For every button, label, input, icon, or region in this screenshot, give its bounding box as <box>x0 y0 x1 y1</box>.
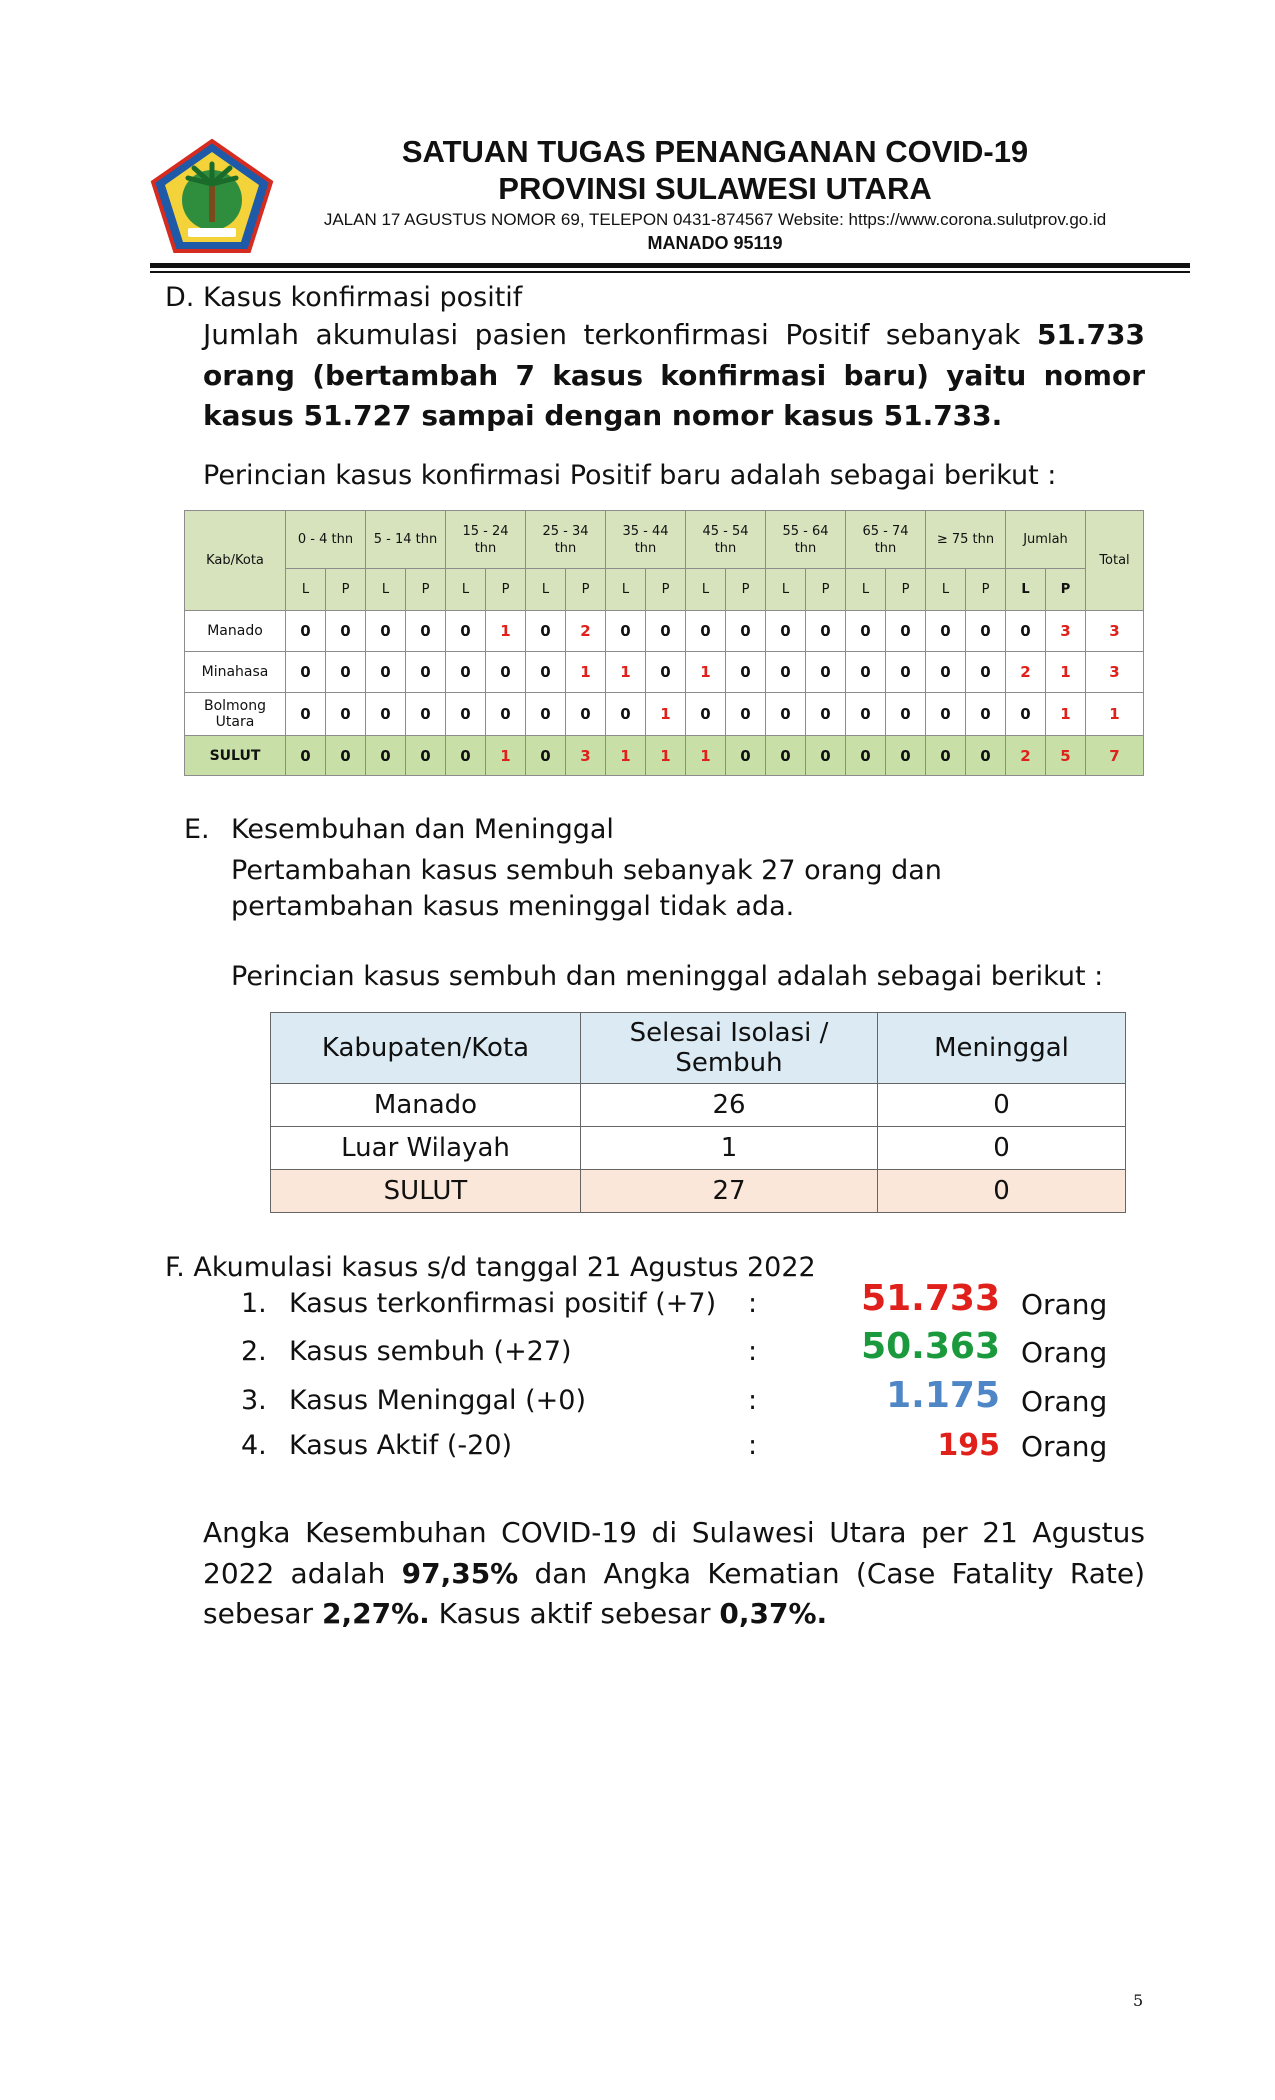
cell-count: 0 <box>446 693 486 736</box>
cell-count: 0 <box>606 693 646 736</box>
col-header-age: 35 - 44 thn <box>606 511 686 569</box>
cell-total: 7 <box>1086 736 1144 776</box>
list-item-label: Kasus Meninggal (+0) <box>289 1385 587 1416</box>
cell-count: 0 <box>966 736 1006 776</box>
cell-count: 0 <box>526 693 566 736</box>
cell-count: 0 <box>726 652 766 693</box>
cell-count: 0 <box>646 611 686 652</box>
summary-text: dan Angka Kematian (Case Fatality Rate) sebesar <box>203 1556 1145 1630</box>
cell-count: 0 <box>446 611 486 652</box>
cell-count: 0 <box>446 736 486 776</box>
cell-count: 0 <box>926 693 966 736</box>
cell-count: 0 <box>886 736 926 776</box>
cell-count: 0 <box>526 736 566 776</box>
cell-deaths: 0 <box>878 1127 1126 1170</box>
sex-header-row <box>185 569 1144 611</box>
sex-header-cell: P <box>406 569 446 611</box>
sex-header-cell: L <box>606 569 646 611</box>
section-d-paragraph <box>203 315 1145 437</box>
section-d-paragraph-text: Jumlah akumulasi pasien terkonfirmasi Positif sebanyak <box>203 318 1037 351</box>
cell-recovered: 1 <box>581 1127 878 1170</box>
cell-count: 0 <box>446 652 486 693</box>
cell-count: 1 <box>606 736 646 776</box>
cell-count: 0 <box>886 693 926 736</box>
cell-count: 1 <box>646 693 686 736</box>
cell-total: 1 <box>1086 693 1144 736</box>
cell-count: 0 <box>646 652 686 693</box>
sex-header-cell: L <box>446 569 486 611</box>
cell-region: Luar Wilayah <box>271 1127 581 1170</box>
list-item-unit: Orang <box>1021 1288 1108 1321</box>
cell-count: 0 <box>286 611 326 652</box>
header-city: MANADO 95119 <box>647 233 783 253</box>
cell-count: 1 <box>566 652 606 693</box>
sex-header-cell: L <box>286 569 326 611</box>
sex-header-cell: P <box>646 569 686 611</box>
col-header-region: Kabupaten/Kota <box>271 1013 581 1084</box>
header-address: JALAN 17 AGUSTUS NOMOR 69, TELEPON 0431-874567 Website: https://www.corona.sulutprov.go.id <box>323 210 1107 229</box>
cell-region: SULUT <box>271 1170 581 1213</box>
cell-count: 0 <box>846 652 886 693</box>
col-header-age: 65 - 74 thn <box>846 511 926 569</box>
cell-count: 0 <box>406 611 446 652</box>
sex-header-cell: P <box>486 569 526 611</box>
cell-count: 0 <box>686 693 726 736</box>
cell-count: 2 <box>566 611 606 652</box>
list-item-unit: Orang <box>1021 1336 1108 1369</box>
col-header-age: 5 - 14 thn <box>366 511 446 569</box>
section-e-paragraph: Pertambahan kasus sembuh sebanyak 27 orang dan pertambahan kasus meninggal tidak ada. <box>231 855 942 922</box>
cell-count: 0 <box>326 736 366 776</box>
cell-count: 1 <box>646 736 686 776</box>
section-d-intro: Perincian kasus konfirmasi Positif baru adalah sebagai berikut : <box>203 460 1057 491</box>
recovery-rate: 97,35% <box>401 1556 519 1590</box>
cell-count: 0 <box>846 611 886 652</box>
col-header-recovered: Selesai Isolasi / Sembuh <box>581 1013 878 1084</box>
cell-count: 0 <box>926 652 966 693</box>
list-item-colon: : <box>748 1336 758 1367</box>
cell-count: 0 <box>326 652 366 693</box>
table-row <box>185 611 1144 652</box>
cell-count: 0 <box>406 736 446 776</box>
cell-count: 1 <box>686 736 726 776</box>
cell-count: 0 <box>366 611 406 652</box>
cell-count: 0 <box>806 611 846 652</box>
cell-region: Minahasa <box>185 652 286 693</box>
list-item-label: Kasus terkonfirmasi positif (+7) <box>289 1288 717 1319</box>
list-item-number: 4. <box>241 1430 267 1461</box>
cell-count: 0 <box>726 736 766 776</box>
sex-header-cell: L <box>846 569 886 611</box>
cell-count: 0 <box>926 736 966 776</box>
cell-count: 0 <box>566 693 606 736</box>
cell-count: 0 <box>526 652 566 693</box>
cell-region: Manado <box>185 611 286 652</box>
cell-count: 0 <box>366 693 406 736</box>
cell-count: 0 <box>406 652 446 693</box>
col-header-age: 45 - 54 thn <box>686 511 766 569</box>
cell-count: 0 <box>1006 611 1046 652</box>
col-header-age: 0 - 4 thn <box>286 511 366 569</box>
sex-header-cell: P <box>726 569 766 611</box>
col-header-jumlah: Jumlah <box>1006 511 1086 569</box>
cell-recovered: 27 <box>581 1170 878 1213</box>
sex-header-cell: L <box>686 569 726 611</box>
cell-count: 0 <box>926 611 966 652</box>
cell-count: 0 <box>366 736 406 776</box>
list-item-value: 1.175 <box>886 1375 1000 1416</box>
cell-deaths: 0 <box>878 1170 1126 1213</box>
cell-count: 0 <box>686 611 726 652</box>
cell-count: 0 <box>286 652 326 693</box>
cell-count: 0 <box>726 611 766 652</box>
list-item-number: 3. <box>241 1385 267 1416</box>
cell-deaths: 0 <box>878 1084 1126 1127</box>
section-f-heading: F. Akumulasi kasus s/d tanggal 21 Agustus 2022 <box>165 1252 816 1283</box>
cell-count: 0 <box>286 736 326 776</box>
cell-count: 1 <box>1046 693 1086 736</box>
sex-header-cell: L <box>366 569 406 611</box>
cell-count: 0 <box>806 652 846 693</box>
cell-count: 0 <box>526 611 566 652</box>
cell-count: 2 <box>1006 652 1046 693</box>
sex-header-cell: L <box>1006 569 1046 611</box>
cell-region: SULUT <box>185 736 286 776</box>
cell-total: 3 <box>1086 611 1144 652</box>
cell-count: 0 <box>966 652 1006 693</box>
summary-paragraph <box>203 1513 1145 1635</box>
cell-count: 0 <box>1006 693 1046 736</box>
list-item-value: 51.733 <box>861 1278 1000 1319</box>
section-e-heading: Kesembuhan dan Meninggal <box>231 814 614 845</box>
cell-count: 1 <box>486 611 526 652</box>
list-item-value: 195 <box>937 1428 1000 1463</box>
recovery-table <box>270 1012 1126 1213</box>
cell-total: 3 <box>1086 652 1144 693</box>
table-row <box>271 1084 1126 1127</box>
list-item-colon: : <box>748 1288 758 1319</box>
cell-count: 0 <box>806 693 846 736</box>
list-item-label: Kasus sembuh (+27) <box>289 1336 572 1367</box>
section-e-letter: E. <box>184 814 210 845</box>
header-divider-thick <box>150 263 1190 268</box>
cell-recovered: 26 <box>581 1084 878 1127</box>
table-row <box>185 693 1144 736</box>
sex-header-cell: P <box>566 569 606 611</box>
provincial-logo <box>150 138 274 254</box>
col-header-region: Kab/Kota <box>185 511 286 611</box>
cell-region: Bolmong Utara <box>185 693 286 736</box>
col-header-age: 55 - 64 thn <box>766 511 846 569</box>
list-item-value: 50.363 <box>861 1326 1000 1367</box>
sex-header-cell: L <box>926 569 966 611</box>
list-item-number: 2. <box>241 1336 267 1367</box>
section-d-paragraph-bold: 51.733 orang (bertambah 7 kasus konfirmasi baru) yaitu nomor kasus 51.727 sampai dengan nomor kasus 51.733. <box>203 318 1145 432</box>
page-number: 5 <box>1133 1991 1144 2010</box>
cell-count: 0 <box>886 611 926 652</box>
summary-text: Kasus aktif sebesar <box>429 1597 720 1630</box>
cell-count: 0 <box>326 611 366 652</box>
list-item-unit: Orang <box>1021 1385 1108 1418</box>
col-header-age: ≥ 75 thn <box>926 511 1006 569</box>
cell-count: 0 <box>406 693 446 736</box>
section-e-intro: Perincian kasus sembuh dan meninggal adalah sebagai berikut : <box>231 961 1104 992</box>
cell-count: 3 <box>1046 611 1086 652</box>
positive-cases-body <box>185 611 1144 776</box>
list-item-colon: : <box>748 1430 758 1461</box>
sex-header-cell: L <box>766 569 806 611</box>
list-item-unit: Orang <box>1021 1430 1108 1463</box>
cell-count: 0 <box>286 693 326 736</box>
cell-count: 0 <box>326 693 366 736</box>
col-header-total: Total <box>1086 511 1144 611</box>
sex-header-cell: P <box>326 569 366 611</box>
active-rate: 0,37%. <box>719 1597 828 1630</box>
header-title-line1: SATUAN TUGAS PENANGANAN COVID-19 <box>401 134 1029 169</box>
cell-count: 0 <box>366 652 406 693</box>
cell-count: 0 <box>846 693 886 736</box>
cell-count: 1 <box>1046 652 1086 693</box>
col-header-age: 25 - 34 thn <box>526 511 606 569</box>
cell-count: 0 <box>766 611 806 652</box>
sex-header-cell: P <box>1046 569 1086 611</box>
sex-header-cell: P <box>806 569 846 611</box>
fatality-rate: 2,27%. <box>321 1597 430 1630</box>
list-item-number: 1. <box>241 1288 267 1319</box>
cell-count: 0 <box>966 611 1006 652</box>
cell-count: 0 <box>486 652 526 693</box>
cell-count: 0 <box>846 736 886 776</box>
cell-count: 0 <box>966 693 1006 736</box>
cell-count: 0 <box>766 693 806 736</box>
table-total-row <box>271 1170 1126 1213</box>
sex-header-cell: P <box>886 569 926 611</box>
cell-region: Manado <box>271 1084 581 1127</box>
section-d-heading: D. Kasus konfirmasi positif <box>165 282 523 313</box>
cell-count: 1 <box>486 736 526 776</box>
cell-count: 1 <box>686 652 726 693</box>
list-item-colon: : <box>748 1385 758 1416</box>
cell-count: 0 <box>766 652 806 693</box>
list-item-label: Kasus Aktif (-20) <box>289 1430 513 1461</box>
summary-text: Angka Kesembuhan COVID-19 di Sulawesi Utara per 21 Agustus 2022 adalah <box>203 1516 1145 1590</box>
header-divider-thin <box>150 271 1190 273</box>
cell-count: 2 <box>1006 736 1046 776</box>
sex-header-cell: P <box>966 569 1006 611</box>
positive-cases-table <box>184 510 1144 776</box>
cell-count: 0 <box>766 736 806 776</box>
cell-count: 0 <box>606 611 646 652</box>
cell-count: 0 <box>726 693 766 736</box>
table-total-row <box>185 736 1144 776</box>
cell-count: 0 <box>806 736 846 776</box>
cell-count: 0 <box>486 693 526 736</box>
cell-count: 0 <box>886 652 926 693</box>
header-title-line2: PROVINSI SULAWESI UTARA <box>498 171 932 206</box>
cell-count: 3 <box>566 736 606 776</box>
col-header-age: 15 - 24 thn <box>446 511 526 569</box>
sex-header-cell: L <box>526 569 566 611</box>
cell-count: 1 <box>606 652 646 693</box>
table-row <box>185 652 1144 693</box>
col-header-deaths: Meninggal <box>878 1013 1126 1084</box>
table-row <box>271 1127 1126 1170</box>
cell-count: 5 <box>1046 736 1086 776</box>
